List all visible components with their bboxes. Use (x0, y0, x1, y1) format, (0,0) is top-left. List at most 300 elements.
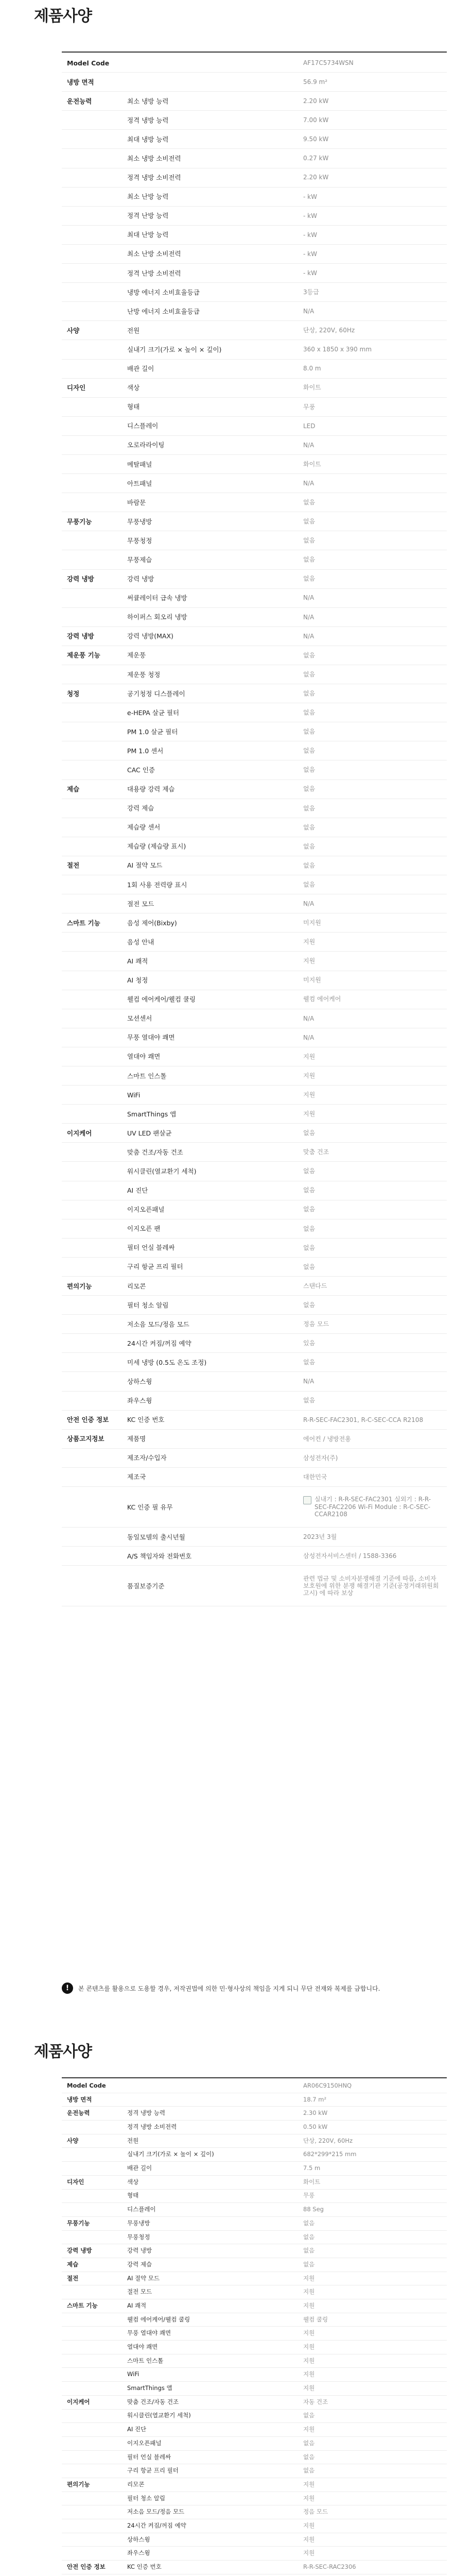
spec-category (62, 264, 122, 283)
spec-key: 냉방 면적 (62, 73, 298, 92)
spec-value: 없음 (298, 779, 447, 799)
spec-row (62, 2258, 447, 2272)
spec-label: 필터 청소 알림 (122, 1296, 298, 1315)
spec-row (62, 1181, 447, 1200)
spec-value: 682*299*215 mm (298, 2148, 447, 2162)
spec-label: 최소 냉방 능력 (122, 92, 298, 111)
spec-row (62, 1487, 447, 1528)
spec-label: 강력 냉방(MAX) (122, 626, 298, 646)
spec-label: 음성 제어(Bixby) (122, 913, 298, 933)
spec-value: 정음 모드 (298, 1315, 447, 1334)
spec-value: 없음 (298, 2230, 447, 2244)
spec-row (62, 2368, 447, 2382)
spec-category (62, 2547, 122, 2561)
spec-category (62, 588, 122, 607)
spec-category: 사양 (62, 2134, 122, 2148)
spec-key: Model Code (62, 2079, 298, 2093)
spec-label: 하이퍼스 회오리 냉방 (122, 607, 298, 626)
spec-row (62, 2561, 447, 2574)
spec-category (62, 1547, 122, 1566)
spec-category (62, 2341, 122, 2354)
spec-category: 사양 (62, 321, 122, 340)
spec-category (62, 2230, 122, 2244)
spec-row (62, 2175, 447, 2189)
spec-category (62, 493, 122, 512)
spec-row (62, 2492, 447, 2505)
spec-label: 난방 에너지 소비효율등급 (122, 302, 298, 321)
spec-value: 88 Seg (298, 2203, 447, 2217)
spec-category (62, 741, 122, 760)
spec-label: KC 인증 번호 (122, 2561, 298, 2574)
spec-category (62, 1372, 122, 1391)
spec-row (62, 2547, 447, 2561)
spec-row (62, 2107, 447, 2121)
spec-label: UV LED 팬살균 (122, 1124, 298, 1143)
spec-value: 무풍 (298, 397, 447, 416)
spec-value: 없음 (298, 760, 447, 779)
spec-category (62, 1334, 122, 1353)
spec-category (62, 531, 122, 550)
spec-label: 저소음 모드/정음 모드 (122, 1315, 298, 1334)
spec-category (62, 1467, 122, 1486)
spec-value: 맞춤 건조 (298, 1143, 447, 1162)
spec-label: 배관 길이 (122, 359, 298, 378)
spec-label: 색상 (122, 2175, 298, 2189)
spec-label: 무풍제습 (122, 550, 298, 569)
spec-value: 지원 (298, 2341, 447, 2354)
spec-row (62, 2244, 447, 2258)
spec-value: 지원 (298, 2492, 447, 2505)
spec-row (62, 2327, 447, 2341)
spec-value: 0.50 kW (298, 2121, 447, 2134)
spec-category (62, 550, 122, 569)
spec-value: 3등급 (298, 283, 447, 302)
spec-row (62, 454, 447, 473)
spec-label: 무풍냉방 (122, 2216, 298, 2230)
spec-label: 24시간 켜짐/꺼짐 예약 (122, 2519, 298, 2533)
spec-label: e-HEPA 살균 필터 (122, 703, 298, 722)
spec-value: 관련 법규 및 소비자분쟁해결 기준에 따름, 소비자보호원에 위한 분쟁 해결기관 기준(공정거래위원회 고시) 에 따라 보상 (298, 1566, 447, 1606)
spec-value: 없음 (298, 703, 447, 722)
spec-value: 18.7 m² (298, 2093, 447, 2107)
spec-label: AI 쾌적 (122, 2299, 298, 2313)
spec-category (62, 2327, 122, 2341)
spec-value: 없음 (298, 2436, 447, 2450)
spec-label: 1회 사용 전력량 표시 (122, 875, 298, 894)
spec-row (62, 1372, 447, 1391)
spec-row (62, 92, 447, 111)
spec-category (62, 1009, 122, 1028)
spec-row (62, 1528, 447, 1547)
spec-label: AI 진단 (122, 2423, 298, 2437)
spec-category (62, 168, 122, 187)
spec-value: N/A (298, 435, 447, 454)
spec-label: 저소음 모드/정음 모드 (122, 2505, 298, 2519)
spec-value: 7.5 m (298, 2162, 447, 2176)
spec-category (62, 1391, 122, 1410)
spec-category: 절전 (62, 2272, 122, 2285)
spec-category: 운전능력 (62, 2107, 122, 2121)
spec-value: LED (298, 416, 447, 435)
spec-category: 편의기능 (62, 1277, 122, 1296)
spec-label: PM 1.0 살균 필터 (122, 722, 298, 741)
spec-row (62, 111, 447, 130)
spec-label: 써큘레이터 급속 냉방 (122, 588, 298, 607)
spec-label: 정격 냉방 능력 (122, 111, 298, 130)
spec-value: 미지원 (298, 913, 447, 933)
spec-value: 지원 (298, 1105, 447, 1124)
spec-row (62, 2313, 447, 2327)
spec-value: 지원 (298, 2478, 447, 2492)
spec-label: 열대야 쾌면 (122, 1047, 298, 1066)
section-title: 제품사양 (34, 2043, 92, 2061)
spec-category (62, 1528, 122, 1547)
spec-key: 냉방 면적 (62, 2093, 298, 2107)
spec-row (62, 990, 447, 1009)
spec-row (62, 722, 447, 741)
spec-row (62, 187, 447, 206)
spec-row (62, 73, 447, 92)
spec-row (62, 2533, 447, 2547)
spec-category (62, 2423, 122, 2437)
spec-label: 제습량 (제습량 표시) (122, 837, 298, 856)
spec-label: 정격 난방 능력 (122, 206, 298, 225)
spec-category: 스마트 기능 (62, 913, 122, 933)
spec-category (62, 130, 122, 149)
spec-category (62, 1219, 122, 1238)
spec-label: 이지오픈패널 (122, 2436, 298, 2450)
spec-row (62, 2478, 447, 2492)
spec-label: 무풍 열대야 쾌면 (122, 2327, 298, 2341)
spec-value: 없음 (298, 2244, 447, 2258)
spec-row (62, 1028, 447, 1047)
spec-value: 지원 (298, 952, 447, 971)
spec-row (62, 684, 447, 703)
spec-label: SmartThings 앱 (122, 1105, 298, 1124)
spec-row (62, 875, 447, 894)
spec-value: 2.20 kW (298, 168, 447, 187)
spec-row (62, 2574, 447, 2576)
spec-category: 안전 인증 정보 (62, 2561, 122, 2574)
spec-row (62, 2216, 447, 2230)
spec-label: 최소 냉방 소비전력 (122, 149, 298, 168)
spec-row (62, 512, 447, 531)
spec-row (62, 2093, 447, 2107)
spec-category (62, 971, 122, 990)
spec-row (62, 531, 447, 550)
spec-row (62, 703, 447, 722)
spec-value: 에어컨 / 냉방전용 (298, 1429, 447, 1448)
spec-category: 디자인 (62, 378, 122, 397)
spec-value: 화이트 (298, 454, 447, 473)
spec-label: 최대 냉방 능력 (122, 130, 298, 149)
spec-row (62, 1448, 447, 1467)
spec-value: 없음 (298, 569, 447, 588)
spec-value: 없음 (298, 2450, 447, 2464)
spec-category: 안전 인증 정보 (62, 1410, 122, 1429)
spec-row (62, 1315, 447, 1334)
spec-row (62, 2341, 447, 2354)
spec-row (62, 149, 447, 168)
spec-category (62, 933, 122, 952)
spec-value: 0.27 kW (298, 149, 447, 168)
spec-label: 무풍청정 (122, 531, 298, 550)
spec-row (62, 1219, 447, 1238)
spec-label: 맞춤 건조/자동 건조 (122, 1143, 298, 1162)
spec-value: 없음 (298, 646, 447, 665)
spec-label: 모션센서 (122, 1009, 298, 1028)
spec-label: 상하스윙 (122, 1372, 298, 1391)
spec-row (62, 1429, 447, 1448)
spec-label: AI 진단 (122, 1181, 298, 1200)
spec-category (62, 2464, 122, 2478)
spec-row (62, 913, 447, 933)
spec-label: 정격 냉방 소비전력 (122, 2121, 298, 2134)
spec-value: - kW (298, 244, 447, 263)
spec-row (62, 2505, 447, 2519)
spec-label: 리모콘 (122, 2478, 298, 2492)
spec-row (62, 244, 447, 263)
spec-value: - kW (298, 264, 447, 283)
table-top-rule (62, 2077, 447, 2078)
spec-category (62, 435, 122, 454)
spec-row (62, 646, 447, 665)
spec-category (62, 1487, 122, 1528)
spec-label: 정격 난방 소비전력 (122, 264, 298, 283)
spec-row (62, 1277, 447, 1296)
spec-row (62, 1334, 447, 1353)
spec-row (62, 2079, 447, 2093)
spec-value: 있음 (298, 1334, 447, 1353)
spec-value: 없음 (298, 550, 447, 569)
spec-row (62, 626, 447, 646)
spec-row (62, 569, 447, 588)
spec-value: 없음 (298, 493, 447, 512)
spec-value: 지원 (298, 1086, 447, 1105)
spec-value: 웰컴 쿨링 (298, 2313, 447, 2327)
spec-category (62, 2533, 122, 2547)
spec-label: AI 쾌적 (122, 952, 298, 971)
spec-value: 없음 (298, 1238, 447, 1257)
spec-label: 전원 (122, 321, 298, 340)
spec-row (62, 397, 447, 416)
spec-value: 지원 (298, 2285, 447, 2299)
spec-value: 없음 (298, 665, 447, 684)
spec-value: 미지원 (298, 971, 447, 990)
spec-label: 24시간 켜짐/꺼짐 예약 (122, 1334, 298, 1353)
spec-row (62, 2382, 447, 2396)
spec-value: 2.30 kW (298, 2107, 447, 2121)
spec-label: 냉방 에너지 소비효율등급 (122, 283, 298, 302)
spec-row (62, 2354, 447, 2368)
spec-label: WiFi (122, 2368, 298, 2382)
spec-row (62, 302, 447, 321)
spec-category: 이지케어 (62, 1124, 122, 1143)
spec-value: AF17C5734WSN (298, 54, 447, 73)
spec-label: 아트패널 (122, 474, 298, 493)
spec-row (62, 1200, 447, 1219)
spec-value: 없음 (298, 2464, 447, 2478)
spec-label: 정격 냉방 소비전력 (122, 168, 298, 187)
spec-row (62, 435, 447, 454)
spec-row (62, 206, 447, 225)
spec-table (62, 54, 447, 1606)
spec-value: AR06C9150HNQ (298, 2079, 447, 2093)
spec-category (62, 2505, 122, 2519)
spec-label: 열대야 쾌면 (122, 2341, 298, 2354)
spec-category (62, 187, 122, 206)
spec-category: 무풍기능 (62, 2216, 122, 2230)
spec-row (62, 1410, 447, 1429)
spec-row (62, 225, 447, 244)
spec-label: 품질보증기준 (122, 1566, 298, 1606)
spec-value: 없음 (298, 875, 447, 894)
spec-category (62, 2382, 122, 2396)
spec-label: 필터 청소 알림 (122, 2492, 298, 2505)
spec-category: 청정 (62, 684, 122, 703)
spec-label: KC 인증 필 유무 (122, 1487, 298, 1528)
spec-row (62, 837, 447, 856)
spec-value: 지원 (298, 2519, 447, 2533)
spec-value: 없음 (298, 1181, 447, 1200)
spec-row (62, 818, 447, 837)
spec-label: 이지오픈패널 (122, 1200, 298, 1219)
spec-category (62, 2121, 122, 2134)
spec-label: 리모콘 (122, 1277, 298, 1296)
spec-label: 절전 모드 (122, 2285, 298, 2299)
spec-label: AI 청정 (122, 971, 298, 990)
spec-row (62, 2148, 447, 2162)
copyright-notice (62, 1982, 447, 1994)
spec-label: 제조국 (122, 1467, 298, 1486)
spec-category: 편의기능 (62, 2478, 122, 2492)
spec-value: - kW (298, 206, 447, 225)
spec-category (62, 2574, 122, 2576)
spec-value: 단상, 220V, 60Hz (298, 2134, 447, 2148)
spec-label: A/S 책임자와 전화번호 (122, 1547, 298, 1566)
spec-category (62, 397, 122, 416)
spec-value: 정음 모드 (298, 2505, 447, 2519)
spec-row (62, 1086, 447, 1105)
spec-row (62, 1124, 447, 1143)
spec-category (62, 875, 122, 894)
spec-value: N/A (298, 474, 447, 493)
kc-certification-icon (303, 1496, 311, 1504)
spec-category (62, 359, 122, 378)
spec-row (62, 2409, 447, 2423)
spec-label (122, 2574, 298, 2576)
spec-value: 웰컴 에어케어 (298, 990, 447, 1009)
spec-row (62, 799, 447, 818)
section-title: 제품사양 (34, 7, 92, 25)
spec-row (62, 779, 447, 799)
spec-category: 디자인 (62, 2175, 122, 2189)
spec-category (62, 1105, 122, 1124)
spec-category (62, 2436, 122, 2450)
spec-value: 지원 (298, 2272, 447, 2285)
spec-value: 없음 (298, 856, 447, 875)
spec-row (62, 550, 447, 569)
spec-label: 절전 모드 (122, 894, 298, 913)
spec-value: 없음 (298, 1124, 447, 1143)
spec-value: N/A (298, 1028, 447, 1047)
spec-row (62, 665, 447, 684)
spec-category (62, 149, 122, 168)
spec-label: CAC 인증 (122, 760, 298, 779)
spec-category (62, 1181, 122, 1200)
spec-category: 제운풍 기능 (62, 646, 122, 665)
spec-value: N/A (298, 302, 447, 321)
spec-row (62, 1547, 447, 1566)
spec-value: 지원 (298, 2368, 447, 2382)
spec-label: WiFi (122, 1086, 298, 1105)
spec-row (62, 2450, 447, 2464)
spec-row (62, 1467, 447, 1486)
spec-label: 강력 제습 (122, 2258, 298, 2272)
spec-category (62, 1066, 122, 1085)
spec-value: 무풍 (298, 2189, 447, 2203)
spec-category: 제습 (62, 779, 122, 799)
spec-category: 절전 (62, 856, 122, 875)
spec-label: 최소 난방 능력 (122, 187, 298, 206)
spec-label: 음성 안내 (122, 933, 298, 952)
spec-category (62, 416, 122, 435)
spec-category: 이지케어 (62, 2395, 122, 2409)
spec-category (62, 244, 122, 263)
spec-value: 지원 (298, 2327, 447, 2341)
spec-category (62, 2313, 122, 2327)
spec-category (62, 302, 122, 321)
spec-row (62, 2162, 447, 2176)
spec-row (62, 1047, 447, 1066)
spec-category: 제습 (62, 2258, 122, 2272)
spec-category (62, 283, 122, 302)
spec-label: 스마트 인스톨 (122, 1066, 298, 1085)
spec-category (62, 2162, 122, 2176)
spec-label: 무풍냉방 (122, 512, 298, 531)
spec-label: 무풍 열대야 쾌면 (122, 1028, 298, 1047)
spec-category (62, 1296, 122, 1315)
spec-row (62, 359, 447, 378)
spec-category (62, 2189, 122, 2203)
spec-row (62, 588, 447, 607)
spec-label: 무풍청정 (122, 2230, 298, 2244)
spec-value: 지원 (298, 2354, 447, 2368)
spec-row (62, 1566, 447, 1606)
spec-row (62, 264, 447, 283)
spec-label: 디스플레이 (122, 2203, 298, 2217)
spec-category (62, 2492, 122, 2505)
spec-value: 없음 (298, 1391, 447, 1410)
spec-label: 상하스윙 (122, 2533, 298, 2547)
spec-label: SmartThings 앱 (122, 2382, 298, 2396)
spec-category (62, 2148, 122, 2162)
spec-label: 웰컴 에어케어/웰컴 쿨링 (122, 2313, 298, 2327)
spec-row (62, 760, 447, 779)
spec-row (62, 2436, 447, 2450)
spec-category (62, 837, 122, 856)
spec-value: N/A (298, 588, 447, 607)
spec-row (62, 2121, 447, 2134)
spec-category (62, 952, 122, 971)
spec-label: 워시클린(열교환기 세척) (122, 1162, 298, 1181)
spec-value: 없음 (298, 2409, 447, 2423)
spec-value: 실내기 : R-R-SEC-FAC2301 실외기 : R-R-SEC-FAC2206 Wi-Fi Module : R-C-SEC-CCAR2108 (314, 1496, 431, 1518)
spec-label: AI 절약 모드 (122, 856, 298, 875)
spec-label: 강력 냉방 (122, 2244, 298, 2258)
spec-category (62, 799, 122, 818)
spec-value: 화이트 (298, 378, 447, 397)
